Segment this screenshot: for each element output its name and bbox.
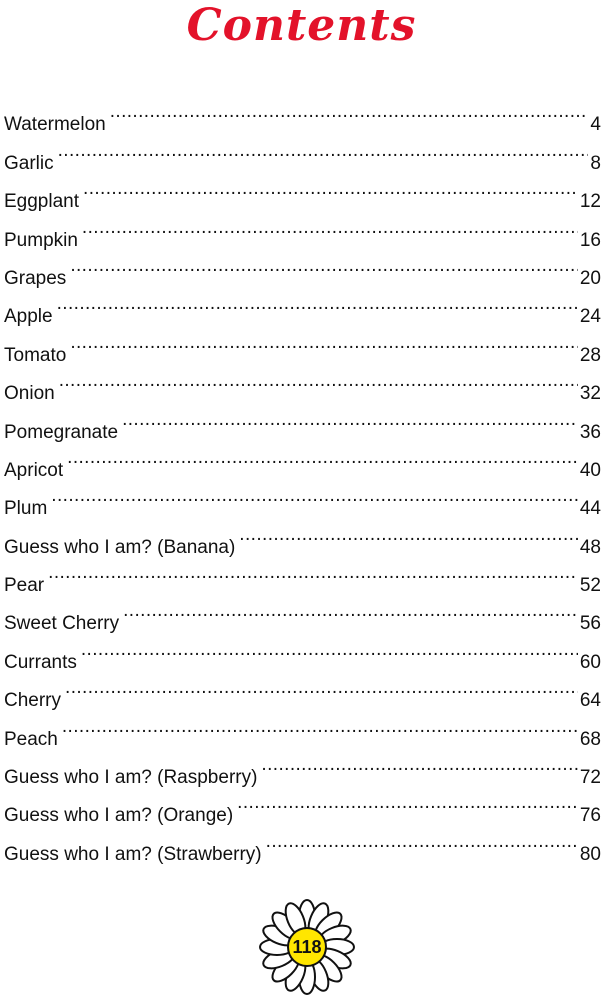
toc-entry[interactable] [4,553,601,597]
toc-entry[interactable] [4,399,601,443]
toc-leader-dots [70,246,578,284]
toc-entry-page: 12 [579,191,601,213]
toc-entry-page: 80 [579,843,601,865]
toc-entry-page: 28 [579,344,601,366]
toc-leader-dots [48,553,578,591]
toc-leader-dots [83,169,578,207]
toc-entry-label: Peach [4,728,58,750]
toc-entry-label: Currants [4,651,77,673]
toc-entry-page: 44 [579,498,601,520]
toc-entry[interactable] [4,668,601,712]
toc-leader-dots [81,629,578,667]
toc-entry-page: 40 [579,459,601,481]
toc-leader-dots [67,438,578,476]
toc-entry-label: Cherry [4,690,62,712]
toc-leader-dots [58,130,589,168]
toc-entry-page: 64 [579,690,601,712]
toc-entry-page: 72 [579,767,601,789]
toc-entry[interactable] [4,169,601,213]
toc-entry-page: 4 [590,114,601,136]
toc-leader-dots [70,322,578,360]
toc-leader-dots [122,399,578,437]
toc-leader-dots [51,476,578,514]
page-number-badge [258,898,356,996]
toc-entry-page: 32 [579,383,601,405]
toc-entry[interactable] [4,130,601,174]
toc-entry-label: Watermelon [4,114,106,136]
toc-leader-dots [62,706,578,744]
page-title: Contents [186,0,417,51]
toc-entry-label: Plum [4,498,48,520]
toc-entry-label: Tomato [4,344,67,366]
toc-entry-page: 56 [579,613,601,635]
toc-leader-dots [261,745,577,783]
toc-entry-label: Guess who I am? (Banana) [4,536,236,558]
toc-entry-label: Apricot [4,459,64,481]
toc-entry-label: Guess who I am? (Orange) [4,805,234,827]
toc-entry-page: 16 [579,229,601,251]
toc-entry[interactable] [4,246,601,289]
toc-leader-dots [82,207,578,245]
toc-leader-dots [59,361,578,399]
toc-entry-label: Pumpkin [4,229,78,251]
toc-entry[interactable] [4,514,601,558]
toc-entry-page: 20 [579,267,601,289]
toc-entry-label: Garlic [4,152,54,174]
toc-entry[interactable] [4,745,601,789]
page-number: 118 [292,937,322,957]
toc-entry-page: 76 [579,805,601,827]
toc-entry-label: Eggplant [4,191,80,213]
toc-entry[interactable] [4,629,601,673]
toc-leader-dots [266,821,578,859]
toc-entry[interactable] [4,706,601,750]
toc-entry-page: 52 [579,575,601,597]
toc-entry-label: Apple [4,306,53,328]
toc-leader-dots [65,668,578,706]
toc-entry-page: 60 [579,651,601,673]
toc-entry[interactable] [4,284,601,328]
toc-entry-page: 8 [590,152,601,174]
toc-entry[interactable] [4,476,601,520]
toc-entry-label: Guess who I am? (Raspberry) [4,767,258,789]
toc-entry[interactable] [4,207,601,251]
toc-leader-dots [239,514,578,552]
toc-entry-label: Grapes [4,267,67,289]
toc-entry[interactable] [4,438,601,481]
toc-entry-label: Guess who I am? (Strawberry) [4,843,262,865]
toc-entry-page: 48 [579,536,601,558]
table-of-contents [4,92,601,865]
toc-leader-dots [57,284,578,322]
toc-entry-page: 36 [579,421,601,443]
toc-entry-page: 68 [579,728,601,750]
toc-entry-label: Onion [4,383,55,405]
toc-entry[interactable] [4,591,601,635]
toc-entry[interactable] [4,361,601,405]
toc-entry-label: Sweet Cherry [4,613,120,635]
toc-leader-dots [123,591,578,629]
toc-entry[interactable] [4,92,601,136]
toc-leader-dots [110,92,589,130]
toc-entry-page: 24 [579,306,601,328]
toc-entry-label: Pomegranate [4,421,119,443]
toc-entry-label: Pear [4,575,45,597]
toc-entry[interactable] [4,322,601,366]
toc-leader-dots [237,783,578,821]
